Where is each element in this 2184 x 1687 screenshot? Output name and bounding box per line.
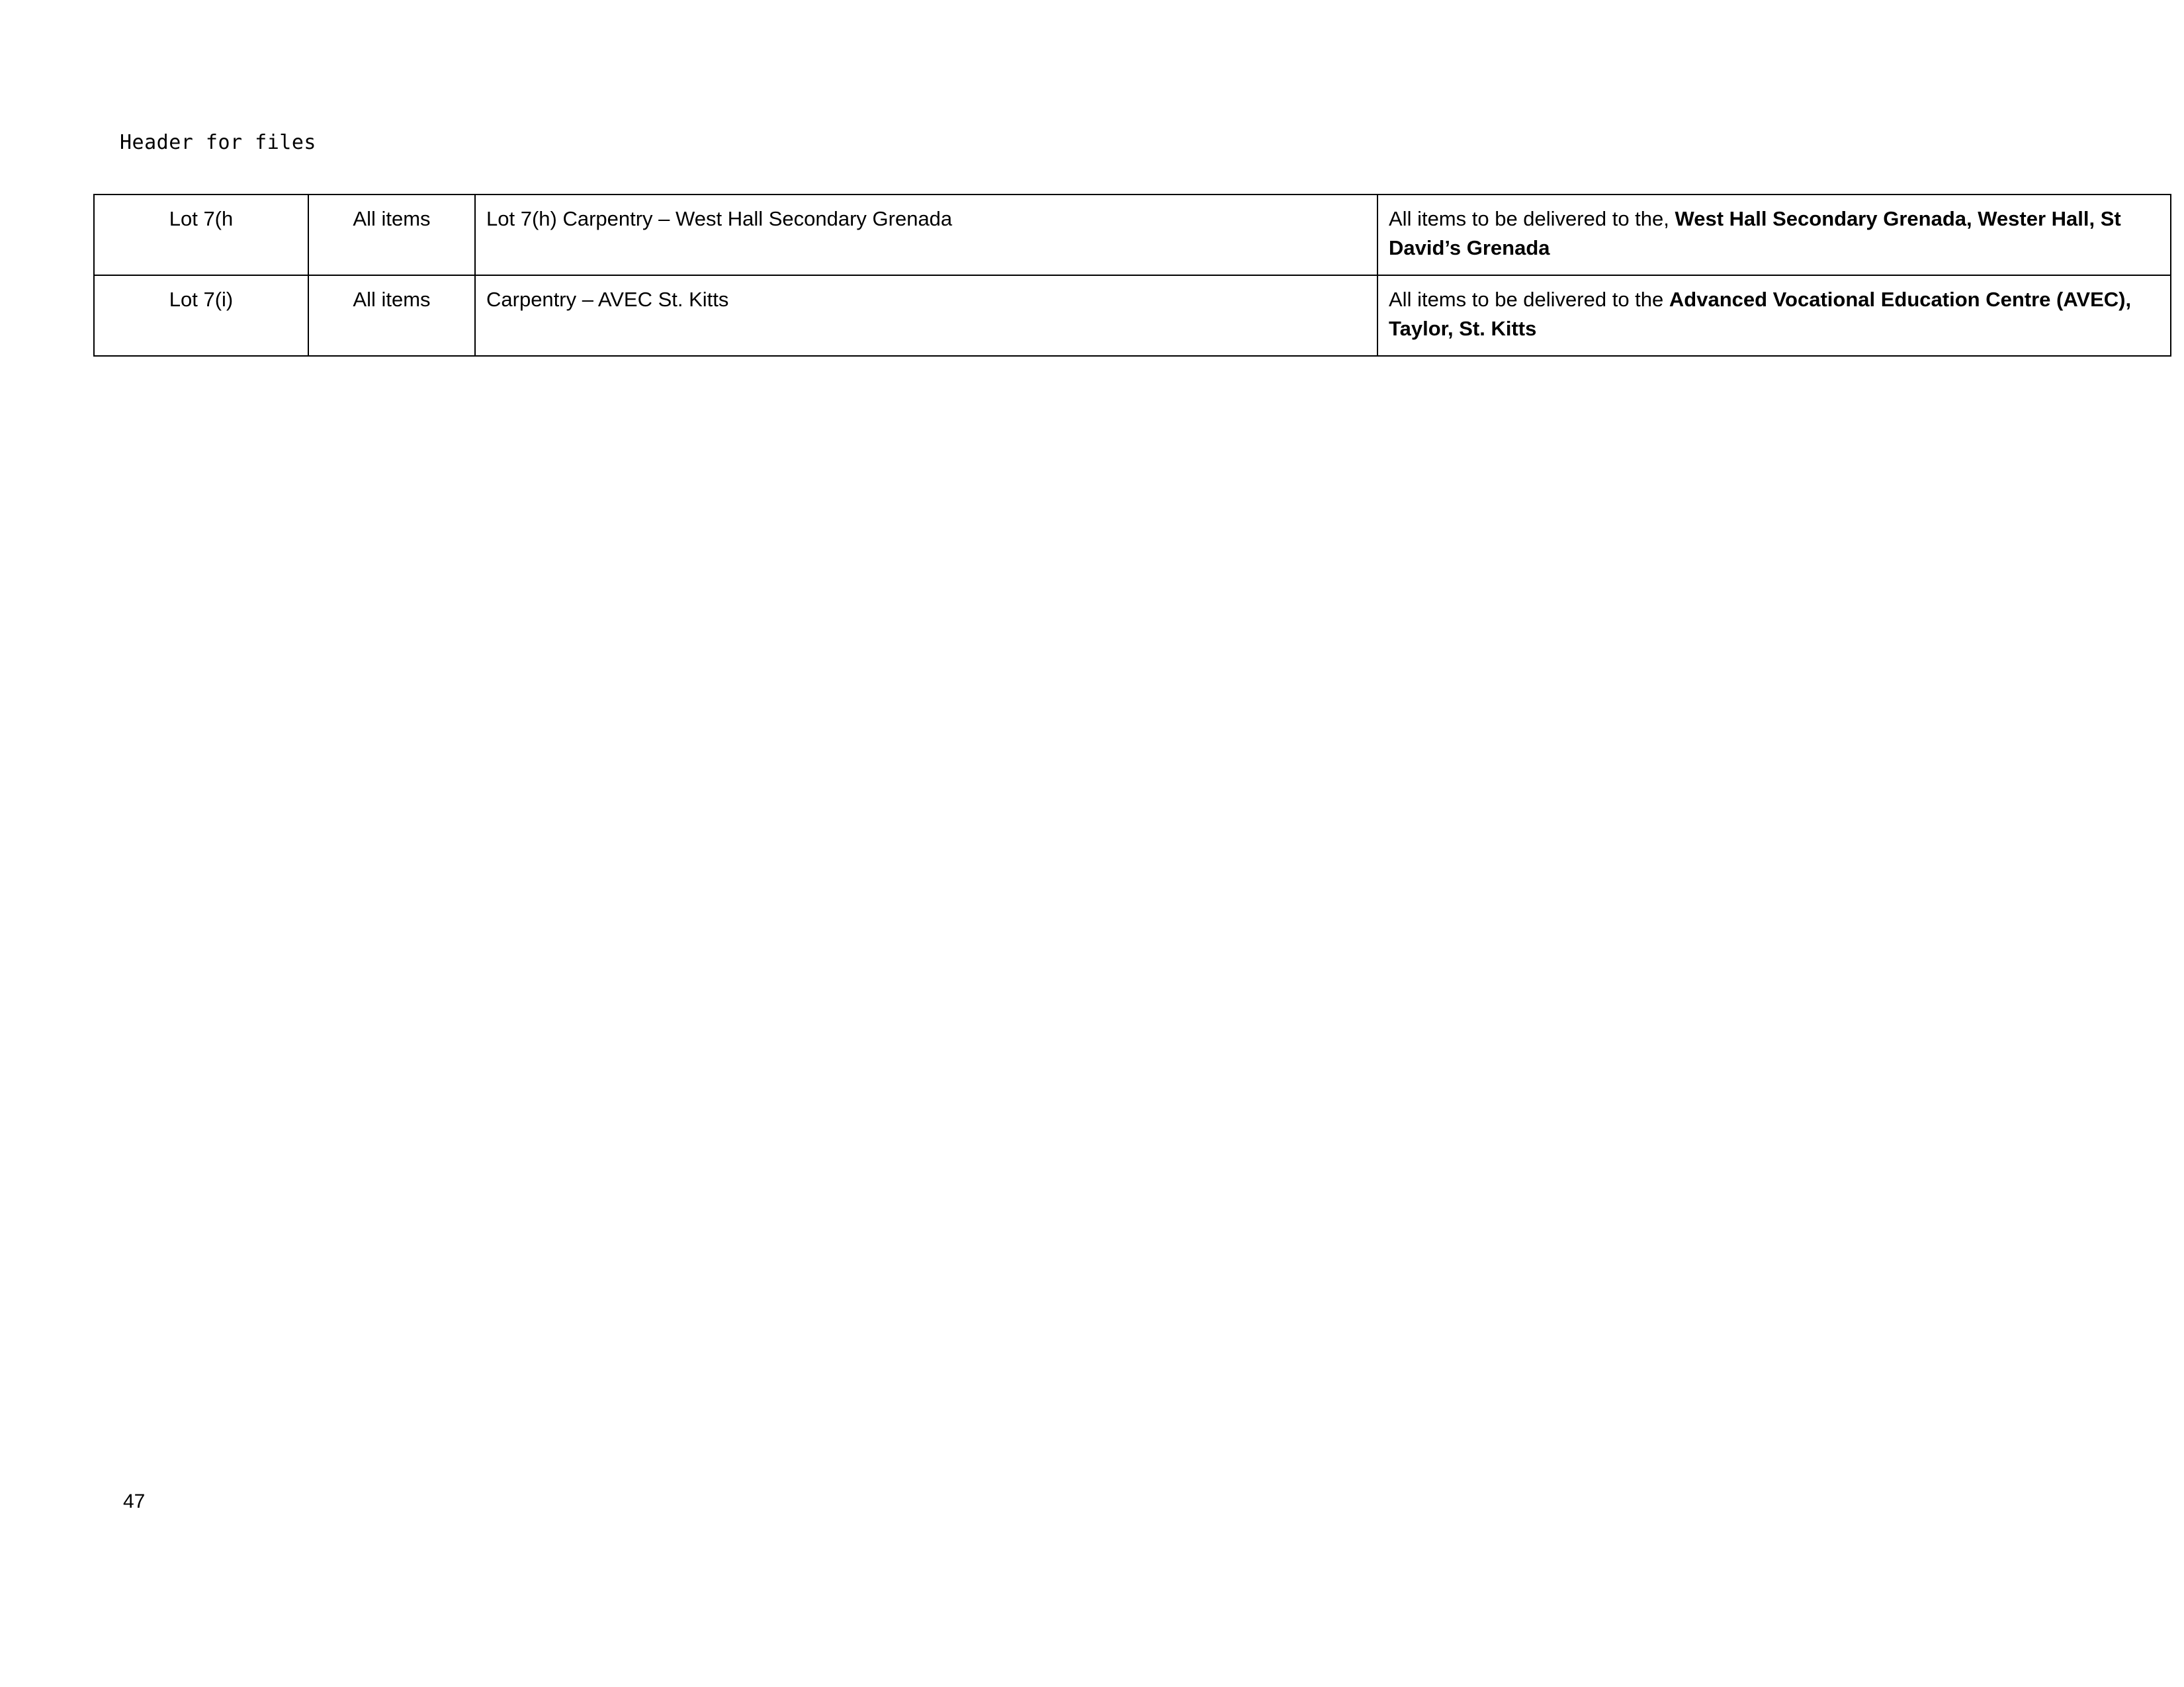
description-cell: Carpentry – AVEC St. Kitts	[475, 275, 1377, 356]
delivery-table-container	[93, 194, 2132, 357]
delivery-text-plain: All items to be delivered to the	[1389, 288, 1664, 312]
delivery-text-bold: Advanced Vocational Education Centre (AVEC), Taylor, St. Kitts	[1389, 288, 2132, 341]
lot-cell: Lot 7(i)	[94, 275, 308, 356]
items-cell: All items	[308, 275, 475, 356]
delivery-text-plain: All items to be delivered to the,	[1389, 207, 1669, 230]
table-row	[94, 275, 2171, 356]
file-header-text: Header for files	[120, 131, 316, 154]
delivery-text-bold: West Hall Secondary Grenada, Wester Hall, St David’s Grenada	[1389, 207, 2121, 260]
items-cell: All items	[308, 195, 475, 275]
delivery-cell	[1377, 195, 2171, 275]
page-number: 47	[123, 1491, 146, 1512]
description-cell: Lot 7(h) Carpentry – West Hall Secondary Grenada	[475, 195, 1377, 275]
table-row	[94, 195, 2171, 275]
delivery-table	[93, 194, 2171, 357]
delivery-cell	[1377, 275, 2171, 356]
lot-cell: Lot 7(h	[94, 195, 308, 275]
